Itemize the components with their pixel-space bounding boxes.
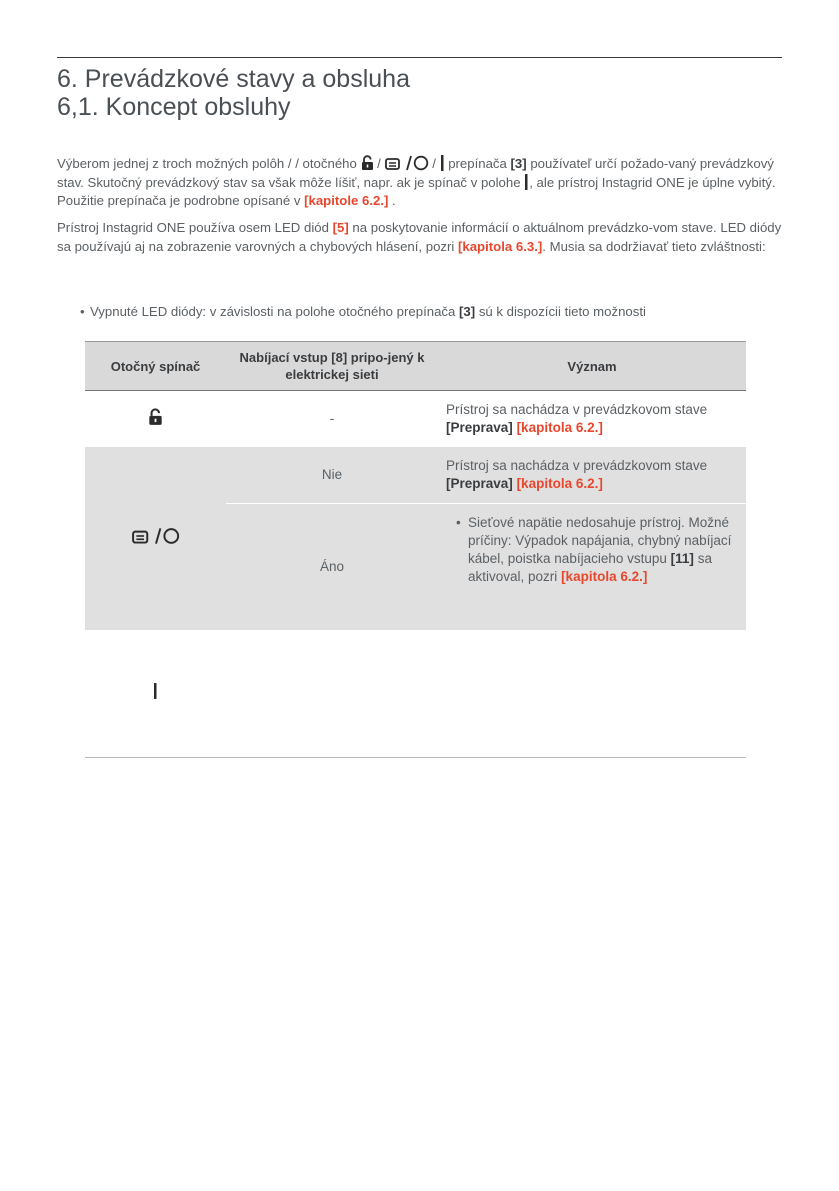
meaning-cell: [438, 447, 746, 504]
para2-text-3: . Musia sa dodržiavať tieto zvláštnosti:: [542, 238, 766, 254]
connected-cell: Áno: [226, 504, 438, 631]
led-paragraph: [57, 219, 782, 256]
standby-icon: [385, 155, 429, 171]
meaning-cell: [438, 630, 746, 758]
state-label: [Prepravа]: [446, 420, 513, 435]
lock-open-icon: [148, 408, 163, 426]
chapter-link[interactable]: [kapitole 6.2.]: [304, 193, 389, 208]
state-label: [Prepravа]: [446, 476, 513, 491]
para1-text-2: prepínača: [448, 156, 507, 171]
chapter-link[interactable]: [kapitola 6.2.]: [516, 476, 603, 491]
fuse-ref: [11]: [670, 551, 694, 566]
lock-open-icon: [361, 155, 374, 171]
meaning-text: Prístroj sa nachádza v prevádzkovom stave: [446, 402, 708, 417]
table-row: [85, 630, 746, 758]
bullet-text-2: sú k dispozícii tieto možnosti: [478, 304, 646, 319]
para2-text-1: Prístroj Instagrid ONE používa osem LED diód: [57, 220, 329, 235]
on-icon: [440, 155, 445, 171]
connected-cell: -: [329, 411, 335, 426]
para2-text-2: na poskytovanie informácií o aktuálnom prevádzko-vom stave. LED diódy sa používajú aj na zobrazenie varovných a chybových hlásení, pozri: [57, 220, 782, 254]
bullet-dot: •: [80, 304, 85, 319]
chapter-link[interactable]: [kapitola 6.2.]: [561, 569, 648, 584]
on-icon: [153, 682, 158, 700]
intro-paragraph: Výberom jednej z troch možných polôh / / otočného / / prepínača [3] používateľ určí požado-vaný prevádzkový stav. Skutočný prevádzkový stav sa však môže líšiť, napr. ak je spínač v polohe , ale prístroj Instagrid ONE je úplne vybitý. Použitie prepínača je podrobne opísané v [kapitole 6.2.] .: [57, 156, 776, 208]
standby-icon: [132, 527, 180, 545]
meaning-text-2: sa aktivoval, pozri: [468, 551, 712, 584]
table-row: [85, 447, 746, 504]
meaning-list: [446, 514, 738, 586]
table-header: [85, 342, 746, 391]
page-title: 6. Prevádzkové stavy a obsluha: [57, 65, 410, 93]
meaning-text: Prístroj sa nachádza v prevádzkovom stave: [446, 458, 708, 473]
switch-cell: [85, 447, 226, 630]
switch-cell: [85, 391, 226, 448]
chapter-link[interactable]: [kapitola 6.2.]: [516, 420, 603, 435]
switch-ref: [3]: [510, 156, 527, 171]
switch-cell: [85, 630, 226, 758]
para1-text-5: .: [392, 193, 396, 208]
para1-text-3: používateľ určí požado-vaný prevádzkový stav. Skutočný prevádzkový stav sa však môže líšiť, napr. ak je spínač v polohe: [57, 156, 774, 190]
para1-text-4: , ale prístroj Instagrid ONE je úplne vybitý. Použitie prepínača je podrobne opísané v: [57, 174, 776, 208]
connected-cell: Nie: [226, 447, 438, 504]
meaning-text: Sieťové napätie nedosahuje prístroj. Možné príčiny: Výpadok napájania, chybný nabíjací kábel, poistka nabíjacieho vstupu: [468, 515, 732, 566]
list-item: [456, 514, 738, 586]
connected-cell: [226, 630, 438, 758]
section-title: 6,1. Koncept obsluhy: [57, 93, 291, 121]
chapter-link[interactable]: [kapitola 6.3.]: [458, 238, 543, 254]
column-header-meaning: Význam: [438, 342, 746, 391]
para1-text-1: Výberom jednej z troch možných polôh / / otočného: [57, 156, 357, 171]
list-item: [80, 303, 646, 321]
switch-table: [85, 341, 746, 758]
switch-ref: [3]: [459, 304, 476, 319]
top-rule: [57, 57, 782, 58]
bullet-text-1: Vypnuté LED diódy: v závislosti na polohe otočného prepínača: [90, 304, 456, 319]
column-header-connected: Nabíjací vstup [8] pripo-jený k elektrickej sieti: [226, 342, 438, 391]
column-header-switch: Otočný spínač: [85, 342, 226, 391]
meaning-cell: [438, 391, 746, 448]
table-row: [85, 391, 746, 448]
meaning-cell: [438, 504, 746, 631]
led-ref: [5]: [332, 220, 349, 235]
